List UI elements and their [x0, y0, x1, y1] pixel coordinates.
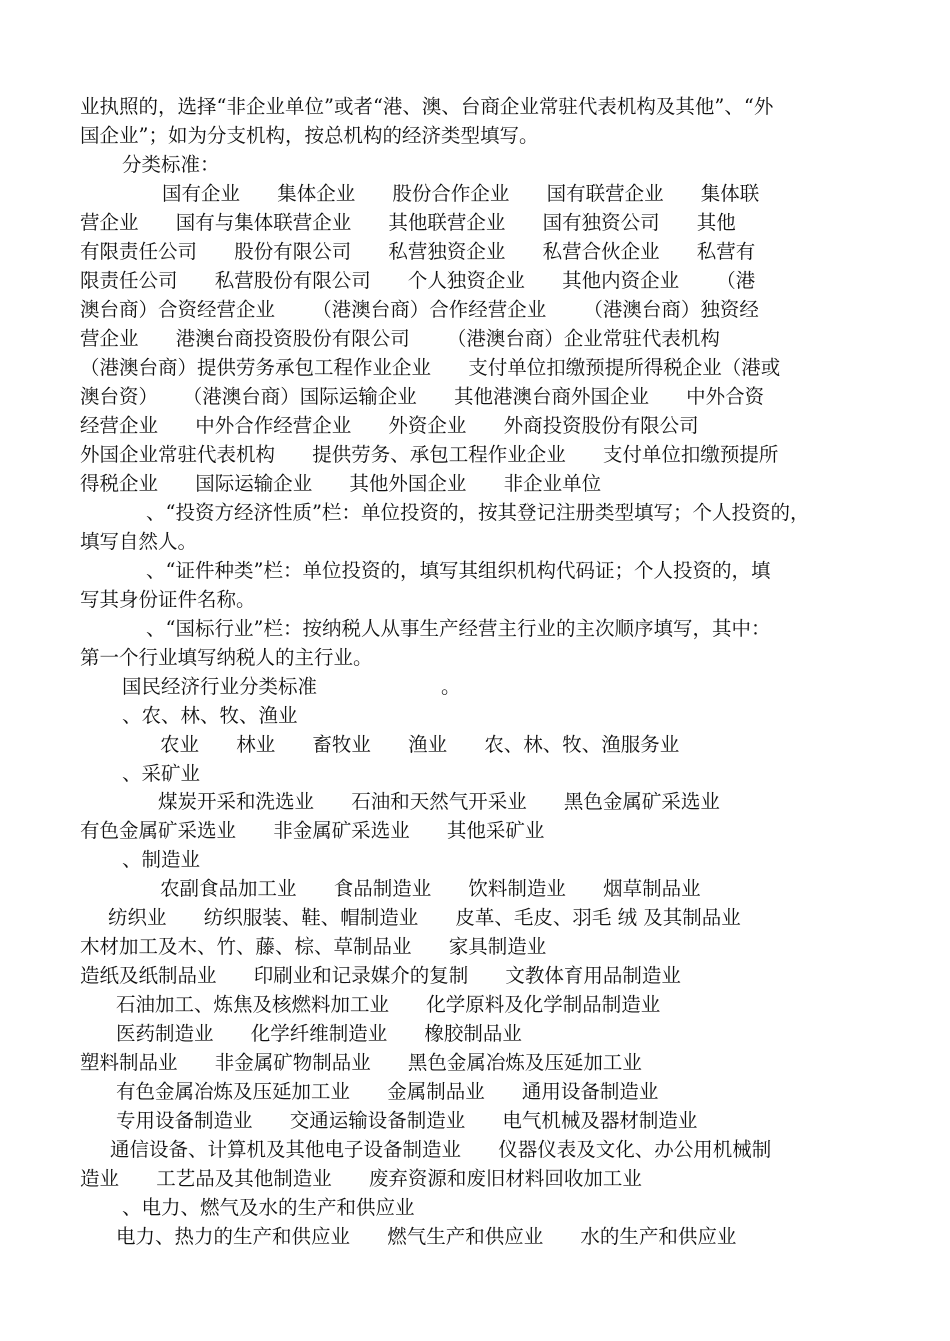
- text-line: 专用设备制造业 交通运输设备制造业 电气机械及器材制造业: [116, 1109, 698, 1132]
- text-line: 纺织业 纺织服装、鞋、帽制造业 皮革、毛皮、羽毛 绒 及其制品业: [108, 906, 741, 929]
- text-line: 、采矿业: [122, 762, 201, 785]
- text-line: 第一个行业填写纳税人的主行业。: [80, 646, 373, 669]
- text-line: 分类标准：: [122, 153, 220, 176]
- text-line: 造业 工艺品及其他制造业 废弃资源和废旧材料回收加工业: [80, 1167, 642, 1190]
- text-line: 、“国标行业”栏：按纳税人从事生产经营主行业的主次顺序填写，其中：: [146, 617, 771, 640]
- text-line: 国民经济行业分类标准 。: [122, 675, 461, 698]
- text-line: 营企业 港澳台商投资股份有限公司 （港澳台商）企业常驻代表机构: [80, 327, 720, 350]
- text-line: 、“投资方经济性质”栏：单位投资的，按其登记注册类型填写；个人投资的，: [146, 501, 810, 524]
- text-line: 澳台商）合资经营企业 （港澳台商）合作经营企业 （港澳台商）独资经: [80, 298, 759, 321]
- text-line: 写其身份证件名称。: [80, 588, 256, 611]
- text-line: 外国企业常驻代表机构 提供劳务、承包工程作业企业 支付单位扣缴预提所: [80, 443, 779, 466]
- text-line: 医药制造业 化学纤维制造业 橡胶制品业: [116, 1022, 522, 1045]
- text-line: 煤炭开采和洗选业 石油和天然气开采业 黑色金属矿采选业: [158, 790, 720, 813]
- text-line: 业执照的，选择“非企业单位”或者“港、澳、台商企业常驻代表机构及其他”、“外: [80, 95, 774, 118]
- text-line: 填写自然人。: [80, 530, 198, 553]
- text-line: 农副食品加工业 食品制造业 饮料制造业 烟草制品业: [160, 877, 701, 900]
- text-line: 、“证件种类”栏：单位投资的，填写其组织机构代码证；个人投资的，填: [146, 559, 771, 582]
- text-line: 农业 林业 畜牧业 渔业 农、林、牧、渔服务业: [160, 733, 680, 756]
- text-line: 造纸及纸制品业 印刷业和记录媒介的复制 文教体育用品制造业: [80, 964, 681, 987]
- text-line: 、制造业: [122, 848, 201, 871]
- text-line: 石油加工、炼焦及核燃料加工业 化学原料及化学制品制造业: [116, 993, 661, 1016]
- text-line: 澳台资） （港澳台商）国际运输企业 其他港澳台商外国企业 中外合资: [80, 385, 765, 408]
- text-line: 通信设备、计算机及其他电子设备制造业 仪器仪表及文化、办公用机械制: [110, 1138, 772, 1161]
- text-line: 、电力、燃气及水的生产和供应业: [122, 1196, 415, 1219]
- text-line: 国企业”；如为分支机构，按总机构的经济类型填写。: [80, 124, 539, 147]
- text-line: （港澳台商）提供劳务承包工程作业企业 支付单位扣缴预提所得税企业（港或: [80, 356, 781, 379]
- text-line: 、农、林、牧、渔业: [122, 704, 298, 727]
- text-line: 电力、热力的生产和供应业 燃气生产和供应业 水的生产和供应业: [116, 1225, 737, 1248]
- text-line: 国有企业 集体企业 股份合作企业 国有联营企业 集体联: [162, 182, 760, 205]
- text-line: 塑料制品业 非金属矿物制品业 黑色金属冶炼及压延加工业: [80, 1051, 642, 1074]
- text-line: 营企业 国有与集体联营企业 其他联营企业 国有独资公司 其他: [80, 211, 736, 234]
- text-line: 有限责任公司 股份有限公司 私营独资企业 私营合伙企业 私营有: [80, 240, 756, 263]
- text-line: 有色金属冶炼及压延加工业 金属制品业 通用设备制造业: [116, 1080, 659, 1103]
- text-line: 得税企业 国际运输企业 其他外国企业 非企业单位: [80, 472, 602, 495]
- text-line: 限责任公司 私营股份有限公司 个人独资企业 其他内资企业 （港: [80, 269, 756, 292]
- text-line: 经营企业 中外合作经营企业 外资企业 外商投资股份有限公司: [80, 414, 699, 437]
- text-line: 木材加工及木、竹、藤、棕、草制品业 家具制造业: [80, 935, 547, 958]
- text-line: 有色金属矿采选业 非金属矿采选业 其他采矿业: [80, 819, 545, 842]
